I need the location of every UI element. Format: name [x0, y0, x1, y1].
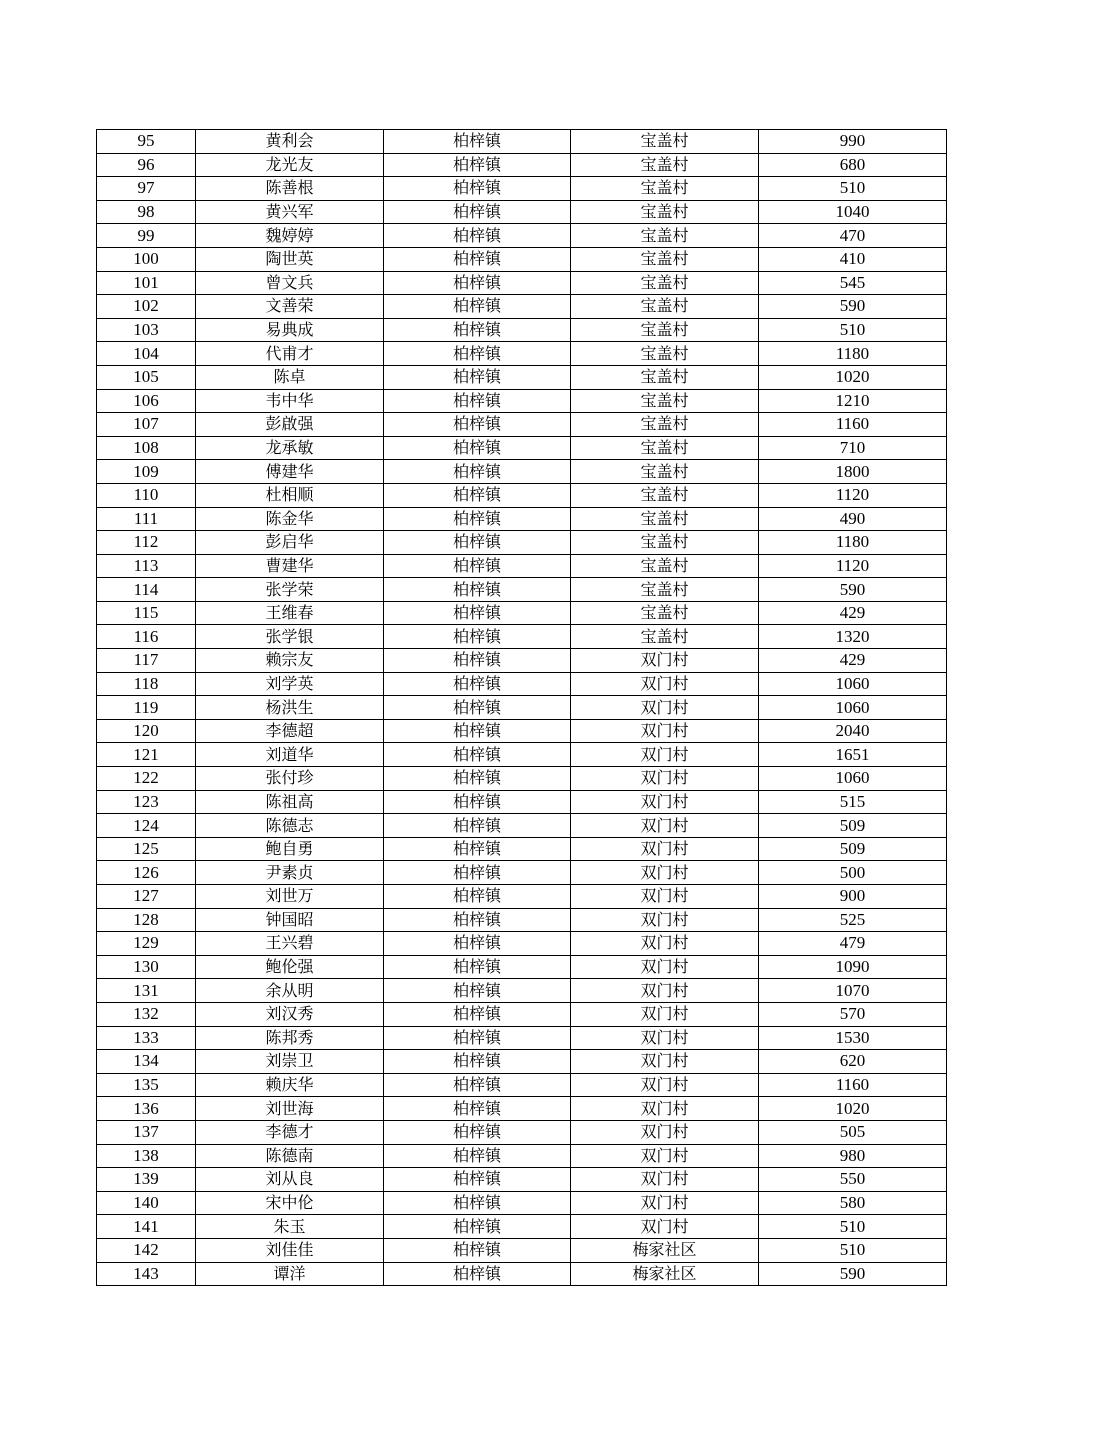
table-row — [97, 625, 947, 649]
amount-cell: 470 — [759, 224, 947, 248]
data-table — [96, 129, 947, 1286]
village-cell: 双门村 — [571, 932, 759, 956]
row-number-cell: 98 — [97, 200, 196, 224]
town-cell: 柏梓镇 — [384, 177, 571, 201]
town-cell: 柏梓镇 — [384, 908, 571, 932]
village-cell: 双门村 — [571, 955, 759, 979]
amount-cell: 510 — [759, 1238, 947, 1262]
town-cell: 柏梓镇 — [384, 413, 571, 437]
table-row — [97, 200, 947, 224]
village-cell: 双门村 — [571, 672, 759, 696]
table-row — [97, 932, 947, 956]
row-number-cell: 136 — [97, 1097, 196, 1121]
table-row — [97, 1238, 947, 1262]
town-cell: 柏梓镇 — [384, 247, 571, 271]
town-cell: 柏梓镇 — [384, 1191, 571, 1215]
name-cell: 文善荣 — [196, 295, 384, 319]
row-number-cell: 112 — [97, 531, 196, 555]
town-cell: 柏梓镇 — [384, 554, 571, 578]
town-cell: 柏梓镇 — [384, 743, 571, 767]
village-cell: 双门村 — [571, 979, 759, 1003]
row-number-cell: 114 — [97, 578, 196, 602]
amount-cell: 1040 — [759, 200, 947, 224]
table-row — [97, 460, 947, 484]
village-cell: 双门村 — [571, 790, 759, 814]
table-row — [97, 767, 947, 791]
row-number-cell: 134 — [97, 1050, 196, 1074]
village-cell: 宝盖村 — [571, 342, 759, 366]
town-cell: 柏梓镇 — [384, 601, 571, 625]
town-cell: 柏梓镇 — [384, 1097, 571, 1121]
name-cell: 朱玉 — [196, 1215, 384, 1239]
row-number-cell: 113 — [97, 554, 196, 578]
table-row — [97, 908, 947, 932]
name-cell: 刘世海 — [196, 1097, 384, 1121]
town-cell: 柏梓镇 — [384, 460, 571, 484]
town-cell: 柏梓镇 — [384, 318, 571, 342]
name-cell: 刘佳佳 — [196, 1238, 384, 1262]
table-row — [97, 271, 947, 295]
row-number-cell: 126 — [97, 861, 196, 885]
table-row — [97, 1191, 947, 1215]
town-cell: 柏梓镇 — [384, 672, 571, 696]
row-number-cell: 118 — [97, 672, 196, 696]
amount-cell: 570 — [759, 1002, 947, 1026]
town-cell: 柏梓镇 — [384, 365, 571, 389]
town-cell: 柏梓镇 — [384, 625, 571, 649]
amount-cell: 1060 — [759, 696, 947, 720]
village-cell: 梅家社区 — [571, 1238, 759, 1262]
table-body — [97, 130, 947, 1286]
row-number-cell: 125 — [97, 837, 196, 861]
amount-cell: 429 — [759, 649, 947, 673]
name-cell: 曾文兵 — [196, 271, 384, 295]
name-cell: 魏婷婷 — [196, 224, 384, 248]
name-cell: 陶世英 — [196, 247, 384, 271]
amount-cell: 509 — [759, 837, 947, 861]
amount-cell: 2040 — [759, 719, 947, 743]
amount-cell: 490 — [759, 507, 947, 531]
town-cell: 柏梓镇 — [384, 342, 571, 366]
table-row — [97, 885, 947, 909]
village-cell: 双门村 — [571, 1120, 759, 1144]
name-cell: 傅建华 — [196, 460, 384, 484]
town-cell: 柏梓镇 — [384, 1120, 571, 1144]
village-cell: 宝盖村 — [571, 483, 759, 507]
name-cell: 韦中华 — [196, 389, 384, 413]
amount-cell: 1120 — [759, 554, 947, 578]
name-cell: 刘汉秀 — [196, 1002, 384, 1026]
name-cell: 钟国昭 — [196, 908, 384, 932]
name-cell: 陈祖高 — [196, 790, 384, 814]
amount-cell: 500 — [759, 861, 947, 885]
amount-cell: 1530 — [759, 1026, 947, 1050]
town-cell: 柏梓镇 — [384, 1144, 571, 1168]
village-cell: 双门村 — [571, 696, 759, 720]
village-cell: 宝盖村 — [571, 318, 759, 342]
village-cell: 双门村 — [571, 1191, 759, 1215]
row-number-cell: 111 — [97, 507, 196, 531]
row-number-cell: 130 — [97, 955, 196, 979]
row-number-cell: 99 — [97, 224, 196, 248]
name-cell: 彭啟强 — [196, 413, 384, 437]
town-cell: 柏梓镇 — [384, 1002, 571, 1026]
row-number-cell: 141 — [97, 1215, 196, 1239]
amount-cell: 1180 — [759, 531, 947, 555]
village-cell: 双门村 — [571, 719, 759, 743]
town-cell: 柏梓镇 — [384, 153, 571, 177]
name-cell: 王兴碧 — [196, 932, 384, 956]
row-number-cell: 101 — [97, 271, 196, 295]
amount-cell: 990 — [759, 130, 947, 154]
village-cell: 双门村 — [571, 767, 759, 791]
table-row — [97, 861, 947, 885]
table-row — [97, 1097, 947, 1121]
table-row — [97, 318, 947, 342]
row-number-cell: 117 — [97, 649, 196, 673]
village-cell: 宝盖村 — [571, 601, 759, 625]
village-cell: 宝盖村 — [571, 200, 759, 224]
amount-cell: 515 — [759, 790, 947, 814]
amount-cell: 1180 — [759, 342, 947, 366]
table-row — [97, 130, 947, 154]
row-number-cell: 96 — [97, 153, 196, 177]
town-cell: 柏梓镇 — [384, 1026, 571, 1050]
table-row — [97, 601, 947, 625]
row-number-cell: 103 — [97, 318, 196, 342]
amount-cell: 510 — [759, 1215, 947, 1239]
table-row — [97, 837, 947, 861]
name-cell: 杜相顺 — [196, 483, 384, 507]
row-number-cell: 100 — [97, 247, 196, 271]
table-row — [97, 1215, 947, 1239]
village-cell: 宝盖村 — [571, 436, 759, 460]
row-number-cell: 128 — [97, 908, 196, 932]
town-cell: 柏梓镇 — [384, 649, 571, 673]
village-cell: 双门村 — [571, 1002, 759, 1026]
village-cell: 宝盖村 — [571, 413, 759, 437]
name-cell: 刘从良 — [196, 1168, 384, 1192]
table-row — [97, 531, 947, 555]
village-cell: 宝盖村 — [571, 271, 759, 295]
name-cell: 鲍自勇 — [196, 837, 384, 861]
row-number-cell: 124 — [97, 814, 196, 838]
name-cell: 李德才 — [196, 1120, 384, 1144]
village-cell: 双门村 — [571, 1144, 759, 1168]
name-cell: 黄兴军 — [196, 200, 384, 224]
row-number-cell: 140 — [97, 1191, 196, 1215]
amount-cell: 525 — [759, 908, 947, 932]
table-row — [97, 389, 947, 413]
row-number-cell: 142 — [97, 1238, 196, 1262]
table-row — [97, 177, 947, 201]
name-cell: 刘崇卫 — [196, 1050, 384, 1074]
table-row — [97, 955, 947, 979]
row-number-cell: 102 — [97, 295, 196, 319]
row-number-cell: 95 — [97, 130, 196, 154]
town-cell: 柏梓镇 — [384, 1073, 571, 1097]
town-cell: 柏梓镇 — [384, 837, 571, 861]
row-number-cell: 138 — [97, 1144, 196, 1168]
town-cell: 柏梓镇 — [384, 767, 571, 791]
amount-cell: 590 — [759, 295, 947, 319]
name-cell: 张学银 — [196, 625, 384, 649]
amount-cell: 710 — [759, 436, 947, 460]
name-cell: 尹素贞 — [196, 861, 384, 885]
row-number-cell: 120 — [97, 719, 196, 743]
table-row — [97, 483, 947, 507]
village-cell: 宝盖村 — [571, 177, 759, 201]
row-number-cell: 108 — [97, 436, 196, 460]
village-cell: 宝盖村 — [571, 460, 759, 484]
table-row — [97, 413, 947, 437]
name-cell: 刘道华 — [196, 743, 384, 767]
table-row — [97, 790, 947, 814]
village-cell: 双门村 — [571, 837, 759, 861]
name-cell: 陈善根 — [196, 177, 384, 201]
town-cell: 柏梓镇 — [384, 861, 571, 885]
amount-cell: 545 — [759, 271, 947, 295]
row-number-cell: 107 — [97, 413, 196, 437]
village-cell: 宝盖村 — [571, 224, 759, 248]
table-row — [97, 295, 947, 319]
amount-cell: 680 — [759, 153, 947, 177]
town-cell: 柏梓镇 — [384, 955, 571, 979]
amount-cell: 410 — [759, 247, 947, 271]
row-number-cell: 97 — [97, 177, 196, 201]
row-number-cell: 132 — [97, 1002, 196, 1026]
amount-cell: 1070 — [759, 979, 947, 1003]
town-cell: 柏梓镇 — [384, 790, 571, 814]
table-row — [97, 1144, 947, 1168]
row-number-cell: 119 — [97, 696, 196, 720]
name-cell: 龙承敏 — [196, 436, 384, 460]
village-cell: 宝盖村 — [571, 130, 759, 154]
village-cell: 宝盖村 — [571, 389, 759, 413]
town-cell: 柏梓镇 — [384, 200, 571, 224]
village-cell: 宝盖村 — [571, 507, 759, 531]
row-number-cell: 133 — [97, 1026, 196, 1050]
name-cell: 曹建华 — [196, 554, 384, 578]
table-row — [97, 365, 947, 389]
name-cell: 代甫才 — [196, 342, 384, 366]
name-cell: 赖庆华 — [196, 1073, 384, 1097]
village-cell: 宝盖村 — [571, 531, 759, 555]
table-row — [97, 1168, 947, 1192]
amount-cell: 900 — [759, 885, 947, 909]
row-number-cell: 129 — [97, 932, 196, 956]
amount-cell: 590 — [759, 578, 947, 602]
name-cell: 王维春 — [196, 601, 384, 625]
town-cell: 柏梓镇 — [384, 1050, 571, 1074]
name-cell: 李德超 — [196, 719, 384, 743]
table-row — [97, 342, 947, 366]
village-cell: 梅家社区 — [571, 1262, 759, 1286]
table-row — [97, 979, 947, 1003]
village-cell: 双门村 — [571, 861, 759, 885]
amount-cell: 1160 — [759, 413, 947, 437]
village-cell: 宝盖村 — [571, 365, 759, 389]
name-cell: 张学荣 — [196, 578, 384, 602]
village-cell: 双门村 — [571, 908, 759, 932]
table-row — [97, 649, 947, 673]
table-row — [97, 247, 947, 271]
town-cell: 柏梓镇 — [384, 1238, 571, 1262]
town-cell: 柏梓镇 — [384, 1168, 571, 1192]
town-cell: 柏梓镇 — [384, 531, 571, 555]
village-cell: 双门村 — [571, 1215, 759, 1239]
village-cell: 双门村 — [571, 1050, 759, 1074]
row-number-cell: 143 — [97, 1262, 196, 1286]
row-number-cell: 121 — [97, 743, 196, 767]
name-cell: 陈德南 — [196, 1144, 384, 1168]
village-cell: 双门村 — [571, 1026, 759, 1050]
village-cell: 宝盖村 — [571, 625, 759, 649]
town-cell: 柏梓镇 — [384, 436, 571, 460]
amount-cell: 1210 — [759, 389, 947, 413]
amount-cell: 509 — [759, 814, 947, 838]
row-number-cell: 105 — [97, 365, 196, 389]
name-cell: 鲍伦强 — [196, 955, 384, 979]
row-number-cell: 137 — [97, 1120, 196, 1144]
town-cell: 柏梓镇 — [384, 1215, 571, 1239]
amount-cell: 1020 — [759, 1097, 947, 1121]
table-row — [97, 507, 947, 531]
name-cell: 陈邦秀 — [196, 1026, 384, 1050]
town-cell: 柏梓镇 — [384, 389, 571, 413]
name-cell: 彭启华 — [196, 531, 384, 555]
amount-cell: 429 — [759, 601, 947, 625]
town-cell: 柏梓镇 — [384, 483, 571, 507]
amount-cell: 620 — [759, 1050, 947, 1074]
row-number-cell: 109 — [97, 460, 196, 484]
table-row — [97, 224, 947, 248]
town-cell: 柏梓镇 — [384, 507, 571, 531]
amount-cell: 1060 — [759, 767, 947, 791]
amount-cell: 1800 — [759, 460, 947, 484]
name-cell: 余从明 — [196, 979, 384, 1003]
table-row — [97, 743, 947, 767]
table-row — [97, 436, 947, 460]
row-number-cell: 131 — [97, 979, 196, 1003]
name-cell: 刘世万 — [196, 885, 384, 909]
name-cell: 黄利会 — [196, 130, 384, 154]
name-cell: 陈德志 — [196, 814, 384, 838]
village-cell: 宝盖村 — [571, 153, 759, 177]
row-number-cell: 116 — [97, 625, 196, 649]
table-row — [97, 554, 947, 578]
town-cell: 柏梓镇 — [384, 224, 571, 248]
amount-cell: 590 — [759, 1262, 947, 1286]
amount-cell: 510 — [759, 177, 947, 201]
amount-cell: 1020 — [759, 365, 947, 389]
table-row — [97, 696, 947, 720]
village-cell: 双门村 — [571, 1168, 759, 1192]
amount-cell: 479 — [759, 932, 947, 956]
village-cell: 双门村 — [571, 743, 759, 767]
amount-cell: 1651 — [759, 743, 947, 767]
name-cell: 宋中伦 — [196, 1191, 384, 1215]
town-cell: 柏梓镇 — [384, 814, 571, 838]
row-number-cell: 122 — [97, 767, 196, 791]
name-cell: 张付珍 — [196, 767, 384, 791]
amount-cell: 1090 — [759, 955, 947, 979]
row-number-cell: 104 — [97, 342, 196, 366]
row-number-cell: 123 — [97, 790, 196, 814]
village-cell: 双门村 — [571, 814, 759, 838]
name-cell: 谭洋 — [196, 1262, 384, 1286]
village-cell: 宝盖村 — [571, 554, 759, 578]
town-cell: 柏梓镇 — [384, 271, 571, 295]
table-row — [97, 1262, 947, 1286]
amount-cell: 1060 — [759, 672, 947, 696]
table-row — [97, 1050, 947, 1074]
amount-cell: 1160 — [759, 1073, 947, 1097]
town-cell: 柏梓镇 — [384, 1262, 571, 1286]
table-row — [97, 1002, 947, 1026]
village-cell: 双门村 — [571, 649, 759, 673]
amount-cell: 505 — [759, 1120, 947, 1144]
table-row — [97, 1120, 947, 1144]
town-cell: 柏梓镇 — [384, 885, 571, 909]
name-cell: 刘学英 — [196, 672, 384, 696]
village-cell: 双门村 — [571, 1073, 759, 1097]
village-cell: 宝盖村 — [571, 578, 759, 602]
row-number-cell: 127 — [97, 885, 196, 909]
amount-cell: 580 — [759, 1191, 947, 1215]
village-cell: 宝盖村 — [571, 295, 759, 319]
village-cell: 宝盖村 — [571, 247, 759, 271]
table-row — [97, 672, 947, 696]
name-cell: 龙光友 — [196, 153, 384, 177]
row-number-cell: 135 — [97, 1073, 196, 1097]
name-cell: 杨洪生 — [196, 696, 384, 720]
town-cell: 柏梓镇 — [384, 295, 571, 319]
town-cell: 柏梓镇 — [384, 932, 571, 956]
name-cell: 陈卓 — [196, 365, 384, 389]
village-cell: 双门村 — [571, 1097, 759, 1121]
amount-cell: 550 — [759, 1168, 947, 1192]
amount-cell: 980 — [759, 1144, 947, 1168]
row-number-cell: 110 — [97, 483, 196, 507]
table-row — [97, 1073, 947, 1097]
town-cell: 柏梓镇 — [384, 130, 571, 154]
table-row — [97, 578, 947, 602]
row-number-cell: 139 — [97, 1168, 196, 1192]
village-cell: 双门村 — [571, 885, 759, 909]
table-row — [97, 719, 947, 743]
row-number-cell: 115 — [97, 601, 196, 625]
name-cell: 陈金华 — [196, 507, 384, 531]
table-row — [97, 153, 947, 177]
name-cell: 易典成 — [196, 318, 384, 342]
town-cell: 柏梓镇 — [384, 979, 571, 1003]
town-cell: 柏梓镇 — [384, 696, 571, 720]
row-number-cell: 106 — [97, 389, 196, 413]
town-cell: 柏梓镇 — [384, 719, 571, 743]
town-cell: 柏梓镇 — [384, 578, 571, 602]
name-cell: 赖宗友 — [196, 649, 384, 673]
amount-cell: 1320 — [759, 625, 947, 649]
table-row — [97, 814, 947, 838]
amount-cell: 510 — [759, 318, 947, 342]
amount-cell: 1120 — [759, 483, 947, 507]
table-row — [97, 1026, 947, 1050]
